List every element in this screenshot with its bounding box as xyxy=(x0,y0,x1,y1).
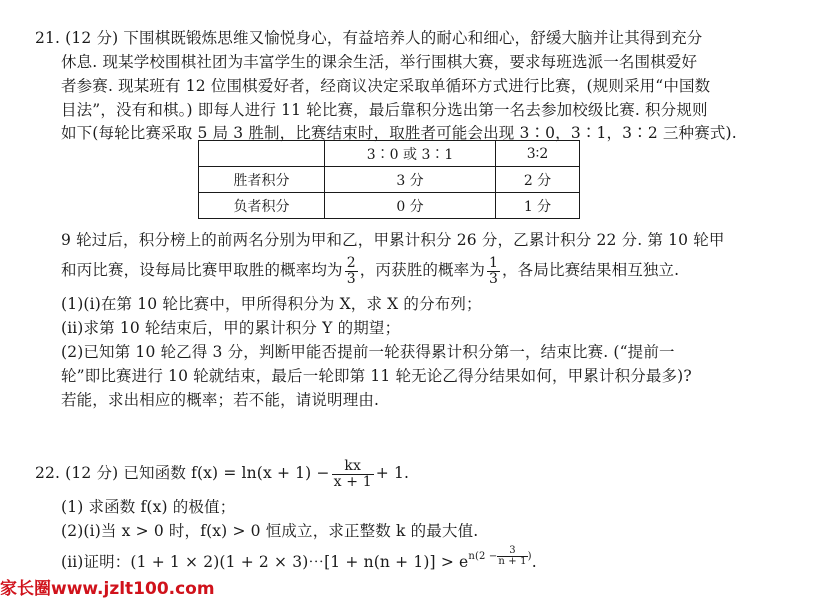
exponent-pre: n(2 − xyxy=(468,551,498,562)
q21-line-2: 休息. 现某学校围棋社团为丰富学生的课余生活，举行围棋大赛，要求每班选派一名围棋爱好 xyxy=(61,53,698,71)
table-row xyxy=(199,193,580,219)
q22-proof-text: (ⅱ)证明：(1 + 1 × 2)(1 + 2 × 3)⋯[1 + n(n + 1)] > e xyxy=(61,553,469,571)
q22-part-1: (1) 求函数 f(x) 的极值； xyxy=(61,498,236,516)
fraction-denominator: n + 1 xyxy=(498,556,527,567)
fraction-denominator: x + 1 xyxy=(333,473,372,490)
fraction-denominator: 3 xyxy=(346,270,356,287)
q22-proof-end: . xyxy=(531,553,537,571)
table-cell: 0 分 xyxy=(325,193,496,219)
q21-part-1-i: (1)(ⅰ)在第 10 轮比赛中，甲所得积分为 X，求 X 的分布列； xyxy=(61,295,482,313)
table-cell: 3∶0 或 3∶1 xyxy=(325,141,496,167)
q21-part-1-ii: (ⅱ)求第 10 轮结束后，甲的累计积分 Y 的期望； xyxy=(61,319,401,337)
table-cell: 1 分 xyxy=(496,193,580,219)
prob-text-mid: ，丙获胜的概率为 xyxy=(359,261,485,279)
table-cell: 胜者积分 xyxy=(199,167,325,193)
table-cell: 负者积分 xyxy=(199,193,325,219)
q22-stem xyxy=(35,458,409,490)
q21-line-after-table: 9 轮过后，积分榜上的前两名分别为甲和乙，甲累计积分 26 分，乙累计积分 22 分. 第 10 轮甲 xyxy=(61,231,725,249)
table-cell: 3 分 xyxy=(325,167,496,193)
q21-part-2-line-1: (2)已知第 10 轮乙得 3 分，判断甲能否提前一轮获得累计积分第一，结束比赛. (“提前一 xyxy=(61,343,675,361)
exponent-post: ) xyxy=(527,551,532,562)
q21-line-4: 目法”，没有和棋。) 即每人进行 11 轮比赛，最后靠积分选出第一名去参加校级比赛. 积分规则 xyxy=(61,101,708,119)
q22-stem-pre: 22. (12 分) 已知函数 f(x) = ln(x + 1) − xyxy=(35,464,330,482)
fraction-numerator: 3 xyxy=(497,546,527,557)
fraction-denominator: 3 xyxy=(488,270,499,287)
table-header-row xyxy=(199,141,580,167)
score-table xyxy=(198,140,580,219)
fraction-two-thirds xyxy=(345,256,358,287)
fraction-numerator: 2 xyxy=(346,254,356,271)
q21-probability-line xyxy=(61,255,679,287)
q22-stem-post: + 1. xyxy=(375,464,410,482)
q21-line-5: 如下(每轮比赛采取 5 局 3 胜制，比赛结束时，取胜者可能会出现 3∶0，3∶1，3∶2 三种赛式). xyxy=(61,124,737,142)
prob-text-post: ，各局比赛结果相互独立. xyxy=(502,261,680,279)
fraction-one-third xyxy=(487,256,500,287)
fraction-numerator: 1 xyxy=(488,254,499,271)
table-cell: 3∶2 xyxy=(496,141,580,167)
watermark: 家长圈www.jzlt100.com xyxy=(0,579,215,599)
fraction-numerator: kx xyxy=(332,459,374,475)
q21-line-1: 21. (12 分) 下围棋既锻炼思维又愉悦身心，有益培养人的耐心和细心，舒缓大脑并让其得到充分 xyxy=(35,29,703,47)
fraction-kx-over-x-plus-1 xyxy=(332,459,374,490)
table-cell: 2 分 xyxy=(496,167,580,193)
q21-part-2-line-3: 若能，求出相应的概率；若不能，请说明理由. xyxy=(61,391,380,409)
prob-text-pre: 和丙比赛，设每局比赛甲取胜的概率均为 xyxy=(61,261,343,279)
table-cell xyxy=(199,141,325,167)
table-row xyxy=(199,167,580,193)
q21-line-3: 者参赛. 现某班有 12 位围棋爱好者，经商议决定采取单循环方式进行比赛，(规则采用“中国数 xyxy=(61,77,711,95)
q21-part-2-line-2: 轮”即比赛进行 10 轮就结束，最后一轮即第 11 轮无论乙得分结果如何，甲累计积分最多)? xyxy=(61,367,692,385)
q22-part-2-ii xyxy=(61,545,537,574)
exponent-fraction xyxy=(497,546,527,567)
q22-part-2-i: (2)(ⅰ)当 x > 0 时，f(x) > 0 恒成立，求正整数 k 的最大值. xyxy=(61,522,479,540)
exponent xyxy=(468,545,532,567)
